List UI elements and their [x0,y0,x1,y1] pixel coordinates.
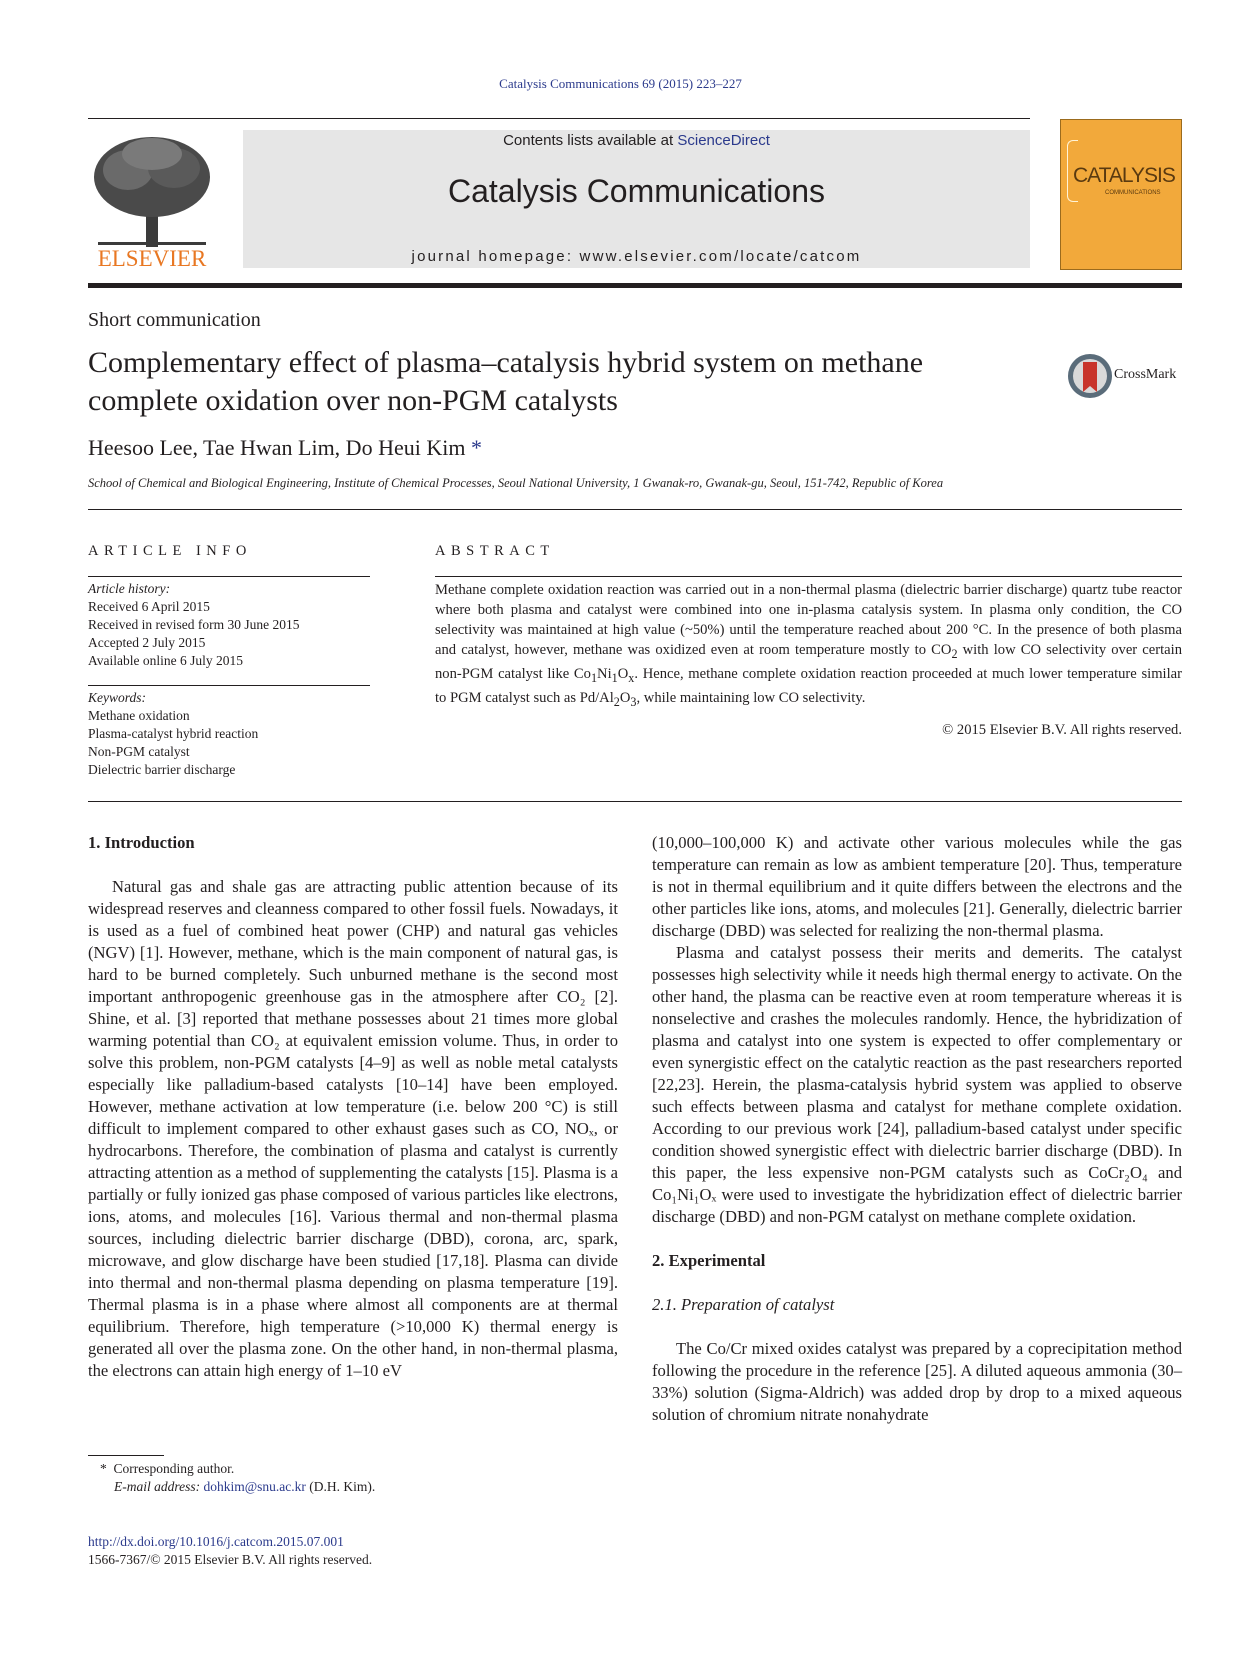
abstract-subscript: 2 [613,694,620,709]
contents-prefix: Contents lists available at [503,132,678,149]
article-title: Complementary effect of plasma–catalysis hybrid system on methane complete oxidation over non-PGM catalysts [88,346,924,417]
elsevier-tree-icon [88,132,216,272]
intro-continuation-paragraph: (10,000–100,000 K) and activate other various molecules while the gas temperature can remain as low as ambient temperature [20]. Thus, temperature is not in thermal equilibrium and it quite differs between the electrons and the other particles like ions, atoms, and molecules [21]. Generally, dielectric barrier discharge (DBD) was selected for realizing the non-thermal plasma. [652,833,1182,940]
article-info-heading: ARTICLE INFO [88,543,252,559]
corresponding-author-note [100,1460,620,1478]
intro-paragraph-2: Plasma and catalyst possess their merits and demerits. The catalyst possesses high selectivity while it needs high thermal energy to activate. On the other hand, the plasma can be reactive even at room temperature whereas it is nonselective and crashes the molecules randomly. Hence, the hybridization of plasma and catalyst into one system is expected to offer complementary or even synergistic effect on the catalytic reaction as the past researchers reported [22,23]. Herein, the plasma-catalysis hybrid system was applied to observe such effects between plasma and catalyst for methane complete oxidation. According to our previous work [24], palladium-based catalyst under specific condition showed synergistic effect with dielectric barrier discharge (DBD). In this paper, the less expensive non-PGM catalysts such as CoCr₂O₄ and Co₁Ni₁Oₓ were used to investigate the hybridization effect of dielectric barrier discharge (DBD) and non-PGM catalyst on methane complete oxidation. [652,943,1182,1226]
affiliation: School of Chemical and Biological Engineering, Institute of Chemical Processes, Seoul National University, 1 Gwanak-ro, Gwanak-gu, Seoul, 151-742, Republic of Korea [88,476,944,490]
article-type: Short communication [88,309,261,331]
history-item: Received in revised form 30 June 2015 [88,617,300,632]
header-thick-rule [88,283,1182,288]
email-note [114,1478,634,1496]
abstract-copyright: © 2015 Elsevier B.V. All rights reserved. [942,722,1182,738]
keywords [88,689,378,779]
experimental-paragraph: The Co/Cr mixed oxides catalyst was prepared by a coprecipitation method following the procedure in the reference [25]. A diluted aqueous ammonia (30–33%) solution (Sigma-Aldrich) was added drop by drop to a mixed aqueous solution of chromium nitrate nonahydrate [652,1339,1182,1424]
header-rule [88,118,1030,119]
email-label: E-mail address: [114,1479,204,1494]
abstract-subscript: 2 [951,646,958,661]
abstract-text [435,580,1182,712]
history-item: Available online 6 July 2015 [88,653,243,668]
history-label: Article history: [88,581,171,596]
corresponding-author-mark[interactable]: * [470,435,482,460]
keyword-item: Dielectric barrier discharge [88,762,236,777]
abstract-bottom-rule [88,801,1182,802]
journal-citation[interactable]: Catalysis Communications 69 (2015) 223–227 [499,76,742,91]
crossmark-icon [1066,352,1114,400]
section-heading-experimental: 2. Experimental [652,1251,766,1270]
journal-name: Catalysis Communications [447,173,825,209]
keyword-item: Non-PGM catalyst [88,744,190,759]
abstract-subscript: x [628,670,635,685]
keyword-item: Plasma-catalyst hybrid reaction [88,726,259,741]
body-right-column [652,832,1182,1426]
abstract-subscript: 1 [590,670,598,685]
crossmark-label[interactable]: CrossMark [1114,367,1177,382]
article-history [88,580,378,670]
footnote-text: Corresponding author. [113,1461,235,1476]
cover-subtitle: COMMUNICATIONS [1105,190,1161,196]
elsevier-logo [88,132,216,272]
keyword-item: Methane oxidation [88,708,190,723]
contents-line [243,132,1030,149]
abstract-subscript: 3 [630,694,637,709]
title-rule [88,509,1182,510]
history-item: Received 6 April 2015 [88,599,210,614]
doi-link[interactable]: http://dx.doi.org/10.1016/j.catcom.2015.07.001 [88,1534,344,1549]
publisher-logo-text: ELSEVIER [97,246,207,271]
author-list [88,435,482,461]
journal-cover-image [1060,119,1182,270]
cover-title: CATALYSIS [1073,164,1175,187]
abstract-part: O [619,689,631,706]
subsection-heading-catalyst: 2.1. Preparation of catalyst [652,1295,835,1314]
abstract-part: Ni [597,665,612,682]
intro-paragraph: Natural gas and shale gas are attracting public attention because of its widespread reserves and cleanness compared to other fossil fuels. Nowadays, it is used as a fuel of combined heat power (CHP) and natural gas vehicles (NGV) [1]. However, methane, which is the main component of natural gas, is hard to be burned completely. Such unburned methane is the second most important anthropogenic greenhouse gas in the atmosphere after CO₂ [2]. Shine, et al. [3] reported that methane possesses about 21 times more global warming potential than CO₂ at equivalent emission volume. Thus, in order to solve this problem, non-PGM catalysts [4–9] as well as noble metal catalysts especially like palladium-based catalysts [10–14] have been employed. However, methane activation at low temperature (i.e. below 200 °C) is still difficult to implement compared to other exhaust gases such as CO, NOₓ, or hydrocarbons. Therefore, the combination of plasma and catalyst is currently attracting attention as a method of supplementing the catalysts [15]. Plasma is a partially or fully ionized gas phase composed of various particles like electrons, ions, atoms, and molecules [16]. Various thermal and non-thermal plasma sources, including dielectric barrier discharge (DBD), corona, arc, spark, microwave, and glow discharge have been studied [17,18]. Plasma can divide into thermal and non-thermal plasma depending on plasma temperature [19]. Thermal plasma is in a phase where almost all components are at thermal equilibrium. Therefore, high temperature (>10,000 K) thermal energy is generated all over the plasma zone. On the other hand, in non-thermal plasma, the electrons can attain high energy of 1–10 eV [88,877,618,1380]
abstract-rule [435,576,1182,577]
abstract-part: Methane complete oxidation reaction was carried out in a non-thermal plasma (dielectric barrier discharge) quartz tube reactor where both plasma and catalyst were combined into one in-plasma catalysis system. In plasma only condition, the CO selectivity was maintained at high value (~50%) until the temperature reached about 200 °C. In the presence of both plasma and catalyst, however, methane was oxidized even at room temperature mostly to CO [435,582,1182,658]
abstract-part: with low CO selectivity over certain non-PGM catalyst like Co [435,642,1182,682]
footnote-rule [88,1455,164,1456]
abstract-heading: ABSTRACT [435,543,555,559]
abstract-subscript: 1 [611,670,618,685]
email-link[interactable]: dohkim@snu.ac.kr [203,1479,306,1494]
sciencedirect-link[interactable]: ScienceDirect [677,132,770,149]
article-info-rule [88,576,370,577]
journal-homepage[interactable]: journal homepage: www.elsevier.com/locate/catcom [411,248,862,265]
abstract-part: O [617,665,629,682]
section-heading-introduction: 1. Introduction [88,833,195,852]
email-suffix: (D.H. Kim). [305,1479,376,1494]
abstract-part: . Hence, methane complete oxidation reaction proceeded at much lower temperature similar to PGM catalyst such as Pd/Al [435,665,1182,706]
footnote-mark: * [100,1461,107,1476]
body-left-column [88,832,618,1382]
abstract-part: , while maintaining low CO selectivity. [636,689,866,706]
history-item: Accepted 2 July 2015 [88,635,206,650]
issn-copyright: 1566-7367/© 2015 Elsevier B.V. All rights reserved. [88,1552,373,1567]
keywords-rule [88,685,370,686]
keywords-label: Keywords: [88,690,146,705]
authors-text: Heesoo Lee, Tae Hwan Lim, Do Heui Kim [88,435,466,460]
